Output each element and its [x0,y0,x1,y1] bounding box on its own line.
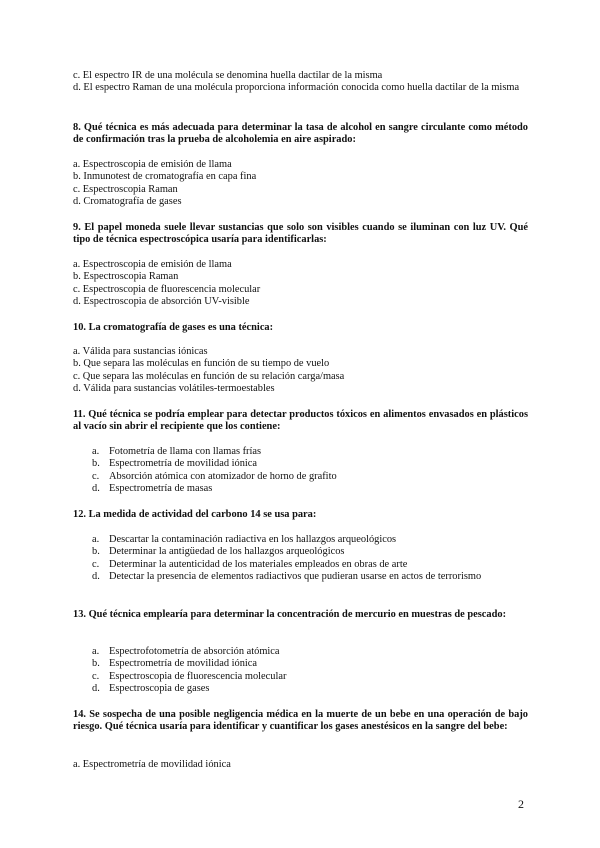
list-item [92,458,528,470]
question-13-options [73,646,528,696]
option-text: Espectrometría de masas [109,483,213,495]
option-line: a. Espectroscopia de emisión de llama [73,259,232,270]
list-item [92,646,528,658]
option-marker: c. [92,558,100,570]
option-line: a. Espectroscopia de emisión de llama [73,159,232,170]
option-line: c. El espectro IR de una molécula se denomina huella dactilar de la misma [73,70,383,81]
option-text: Detectar la presencia de elementos radiactivos que pudieran usarse en actos de terrorismo [109,571,482,583]
option-text: Espectroscopia de gases [109,683,210,695]
option-line: d. Espectroscopia de absorción UV-visible [73,296,250,308]
question-8-options [73,159,528,209]
option-line: d. El espectro Raman de una molécula proporciona información conocida como huella dactilar de la misma [73,82,520,94]
question-9-options [73,259,528,309]
list-item [92,658,528,670]
option-line: c. Espectroscopia Raman [73,183,178,195]
question-11 [73,409,528,434]
list-item [92,471,528,483]
question-9 [73,222,528,247]
question-title: 11. Qué técnica se podría emplear para detectar productos tóxicos en alimentos envasados en plásticos al vacío sin abrir el recipiente que los contiene: [73,409,528,433]
option-line: c. Espectroscopia de fluorescencia molecular [73,283,261,295]
question-10-options [73,346,528,396]
question-12-options [73,534,528,584]
option-text: Absorción atómica con atomizador de horno de grafito [109,470,337,482]
list-item [92,546,528,558]
option-marker: c. [92,670,100,682]
option-text: Espectroscopia de fluorescencia molecular [109,670,287,682]
question-14 [73,709,528,734]
option-line: b. Inmunotest de cromatografía en capa fina [73,171,257,183]
option-text: Espectrometría de movilidad iónica [109,458,258,470]
question-title: 10. La cromatografía de gases es una técnica: [73,322,274,333]
option-marker: d. [92,483,100,495]
option-line: b. Espectroscopia Raman [73,271,179,283]
previous-question-tail [73,70,528,95]
list-item [92,571,528,583]
question-title: 9. El papel moneda suele llevar sustancias que solo son visibles cuando se iluminan con luz UV. Qué tipo de técnica espectroscópica usaría para identificarlas: [73,222,528,246]
option-text: Determinar la antigüedad de los hallazgos arqueológicos [109,546,345,558]
question-title: 12. La medida de actividad del carbono 14 se usa para: [73,509,317,520]
option-marker: a. [92,534,100,545]
question-title: 14. Se sospecha de una posible negligencia médica en la muerte de un bebe en una operación de bajo riesgo. Qué técnica usaría para identificar y cuantificar los gases anestésicos en la sangre del bebe: [73,709,528,733]
option-marker: d. [92,683,100,695]
option-line: c. Que separa las moléculas en función de su relación carga/masa [73,370,345,382]
option-line: a. Válida para sustancias iónicas [73,346,208,357]
option-text: Descartar la contaminación radiactiva en los hallazgos arqueológicos [109,534,397,545]
question-12 [73,509,528,521]
option-marker: c. [92,470,100,482]
option-marker: b. [92,458,100,470]
list-item [92,483,528,495]
option-marker: d. [92,571,100,583]
question-title: 13. Qué técnica emplearía para determinar la concentración de mercurio en muestras de pescado: [73,609,507,620]
question-10 [73,322,528,334]
option-marker: b. [92,658,100,670]
option-text: Fotometría de llama con llamas frías [109,446,262,457]
option-line: d. Cromatografía de gases [73,196,182,208]
list-item [92,671,528,683]
list-item [92,559,528,571]
option-text: Espectrometría de movilidad iónica [109,658,258,670]
option-text: Determinar la autenticidad de los materiales empleados en obras de arte [109,558,408,570]
option-line: b. Que separa las moléculas en función de su tiempo de vuelo [73,358,330,370]
question-13 [73,609,528,621]
list-item [92,534,528,546]
option-marker: a. [92,446,100,457]
question-title: 8. Qué técnica es más adecuada para determinar la tasa de alcohol en sangre circulante como método de confirmación tras la prueba de alcoholemia en aire aspirado: [73,122,528,146]
option-line: a. Espectrometría de movilidad iónica [73,759,231,770]
question-11-options [73,446,528,496]
list-item [92,446,528,458]
question-8 [73,122,528,147]
question-14-options [73,759,528,771]
list-item [92,683,528,695]
option-marker: b. [92,546,100,558]
page-number: 2 [518,797,524,811]
option-text: Espectrofotometría de absorción atómica [109,646,280,657]
option-marker: a. [92,646,100,657]
option-line: d. Válida para sustancias volátiles-termoestables [73,383,275,395]
